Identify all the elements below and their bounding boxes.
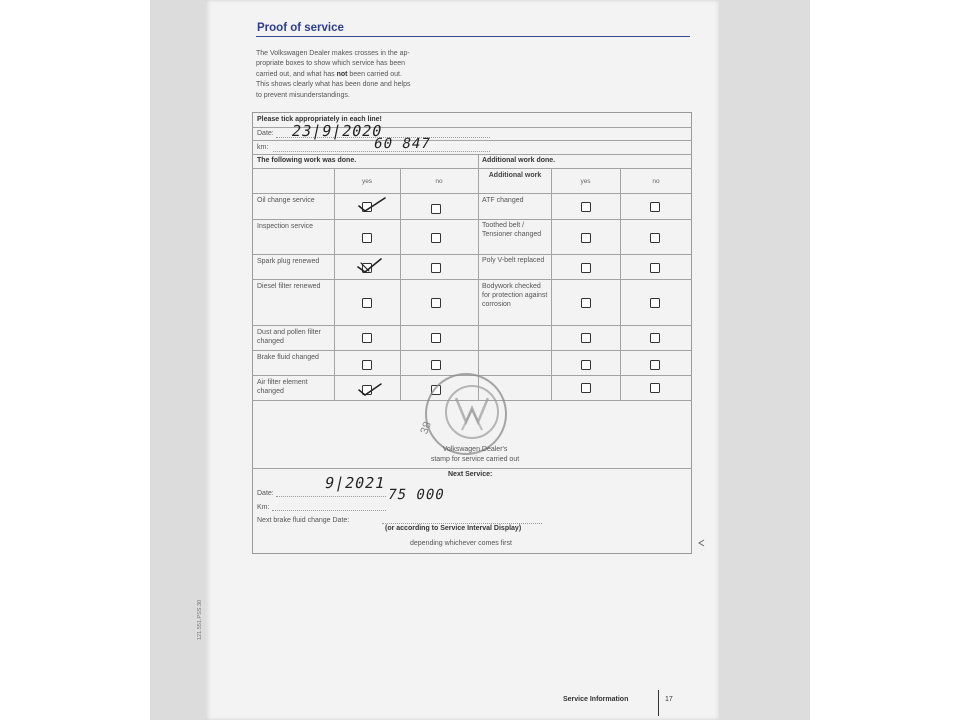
service-date-handwritten: 23|9|2020	[290, 122, 385, 140]
row-label-poly-v-belt: Poly V-belt replaced	[482, 257, 545, 264]
next-km-dotline	[272, 510, 386, 511]
rule	[252, 154, 692, 155]
checkbox-poly-v-belt-yes[interactable]	[581, 263, 591, 273]
rule	[252, 168, 692, 169]
col-line	[400, 168, 401, 400]
page-title: Proof of service	[257, 22, 344, 34]
side-code: 121.551.PSS.30	[197, 599, 203, 640]
next-service-title: Next Service:	[448, 471, 493, 478]
checkbox-brake-fluid-no[interactable]	[431, 360, 441, 370]
intro-line-3a: carried out, and what has	[256, 70, 337, 78]
arrow-left-icon	[697, 539, 705, 547]
background-right	[712, 0, 810, 720]
checkbox-extra-2-yes[interactable]	[581, 360, 591, 370]
next-km-label: Km:	[257, 504, 270, 511]
tick-mark-icon	[355, 380, 389, 400]
checkbox-atf-no[interactable]	[650, 202, 660, 212]
next-date-dotline	[276, 496, 386, 497]
intro-text	[256, 49, 476, 101]
next-km-handwritten: 75 000	[386, 487, 447, 503]
row-label-brake-fluid: Brake fluid changed	[257, 354, 319, 361]
row-label-inspection: Inspection service	[257, 223, 314, 230]
footer-divider	[658, 690, 659, 716]
checkbox-bodywork-no[interactable]	[650, 298, 660, 308]
intro-line-3b: not	[336, 70, 348, 78]
col-header-yes: yes	[361, 178, 373, 185]
row-label-spark-plug: Spark plug renewed	[257, 258, 320, 265]
col-header-additional-work: Additional work	[488, 172, 542, 179]
checkbox-inspection-yes[interactable]	[362, 233, 372, 243]
intro-line-3	[256, 70, 476, 80]
col-header-yes-right: yes	[580, 178, 591, 185]
row-line	[252, 279, 692, 280]
intro-line-3c: been carried out.	[347, 70, 402, 78]
next-brake-dotline	[382, 523, 542, 524]
service-km-handwritten: 60 847	[372, 136, 433, 152]
col-header-no: no	[435, 178, 443, 185]
col-line	[551, 168, 552, 400]
intro-line-1: The Volkswagen Dealer makes crosses in the ap-	[256, 50, 410, 57]
rule	[252, 140, 692, 141]
row-line	[252, 193, 692, 194]
checkbox-toothed-belt-yes[interactable]	[581, 233, 591, 243]
stamp-number: 38	[418, 420, 434, 436]
date-label: Date:	[257, 130, 274, 137]
checkbox-extra-3-yes[interactable]	[581, 383, 591, 393]
row-label-atf: ATF changed	[482, 197, 524, 204]
row-line	[252, 219, 692, 220]
checkbox-spark-plug-no[interactable]	[431, 263, 441, 273]
page-number: 17	[665, 696, 673, 703]
intro-line-2: propriate boxes to show which service has been	[256, 60, 406, 68]
km-label: km:	[257, 144, 269, 151]
checkbox-bodywork-yes[interactable]	[581, 298, 591, 308]
next-brake-label: Next brake fluid change Date:	[257, 517, 350, 524]
row-line	[252, 254, 692, 255]
intro-line-5: to prevent misunderstandings.	[256, 91, 350, 99]
row-line	[252, 350, 692, 351]
intro-line-4: This shows clearly what has been done and helps	[256, 81, 411, 89]
footer-section: Service Information	[563, 696, 629, 703]
row-label-oil-change: Oil change service	[257, 197, 315, 204]
row-label-bodywork: Bodywork checked for protection against corrosion	[482, 283, 548, 308]
checkbox-diesel-filter-yes[interactable]	[362, 298, 372, 308]
title-rule	[256, 36, 690, 37]
row-label-diesel-filter: Diesel filter renewed	[257, 283, 321, 290]
checkbox-extra-2-no[interactable]	[650, 360, 660, 370]
checkbox-extra-1-no[interactable]	[650, 333, 660, 343]
next-date-handwritten: 9|2021	[323, 474, 388, 492]
additional-work-title: Additional work done.	[482, 157, 556, 164]
rule	[252, 468, 692, 469]
checkbox-poly-v-belt-no[interactable]	[650, 263, 660, 273]
col-header-no-right: no	[652, 178, 660, 185]
row-label-air-filter: Air filter element changed	[257, 379, 308, 395]
checkbox-toothed-belt-no[interactable]	[650, 233, 660, 243]
checkbox-inspection-no[interactable]	[431, 233, 441, 243]
row-label-pollen-filter: Dust and pollen filter changed	[257, 329, 321, 345]
interval-note-bold: (or according to Service Interval Display)	[385, 525, 522, 532]
stamp-caption-1: Volkswagen Dealer's	[442, 446, 508, 453]
next-date-label: Date:	[257, 490, 274, 497]
stamp-caption-2: stamp for service carried out	[430, 456, 520, 463]
instruction: Please tick appropriately in each line!	[257, 116, 382, 123]
tick-mark-icon	[355, 194, 389, 216]
checkbox-brake-fluid-yes[interactable]	[362, 360, 372, 370]
tick-mark-icon	[355, 257, 389, 277]
checkbox-oil-change-no[interactable]	[431, 204, 441, 214]
col-line	[478, 154, 479, 400]
interval-note: depending whichever comes first	[410, 540, 512, 547]
col-line	[620, 168, 621, 400]
checkbox-diesel-filter-no[interactable]	[431, 298, 441, 308]
checkbox-extra-3-no[interactable]	[650, 383, 660, 393]
checkbox-pollen-filter-no[interactable]	[431, 333, 441, 343]
work-done-title: The following work was done.	[257, 157, 357, 164]
checkbox-pollen-filter-yes[interactable]	[362, 333, 372, 343]
checkbox-atf-yes[interactable]	[581, 202, 591, 212]
col-line	[334, 168, 335, 400]
checkbox-extra-1-yes[interactable]	[581, 333, 591, 343]
row-label-toothed-belt: Toothed belt / Tensioner changed	[482, 222, 542, 238]
row-line	[252, 325, 692, 326]
